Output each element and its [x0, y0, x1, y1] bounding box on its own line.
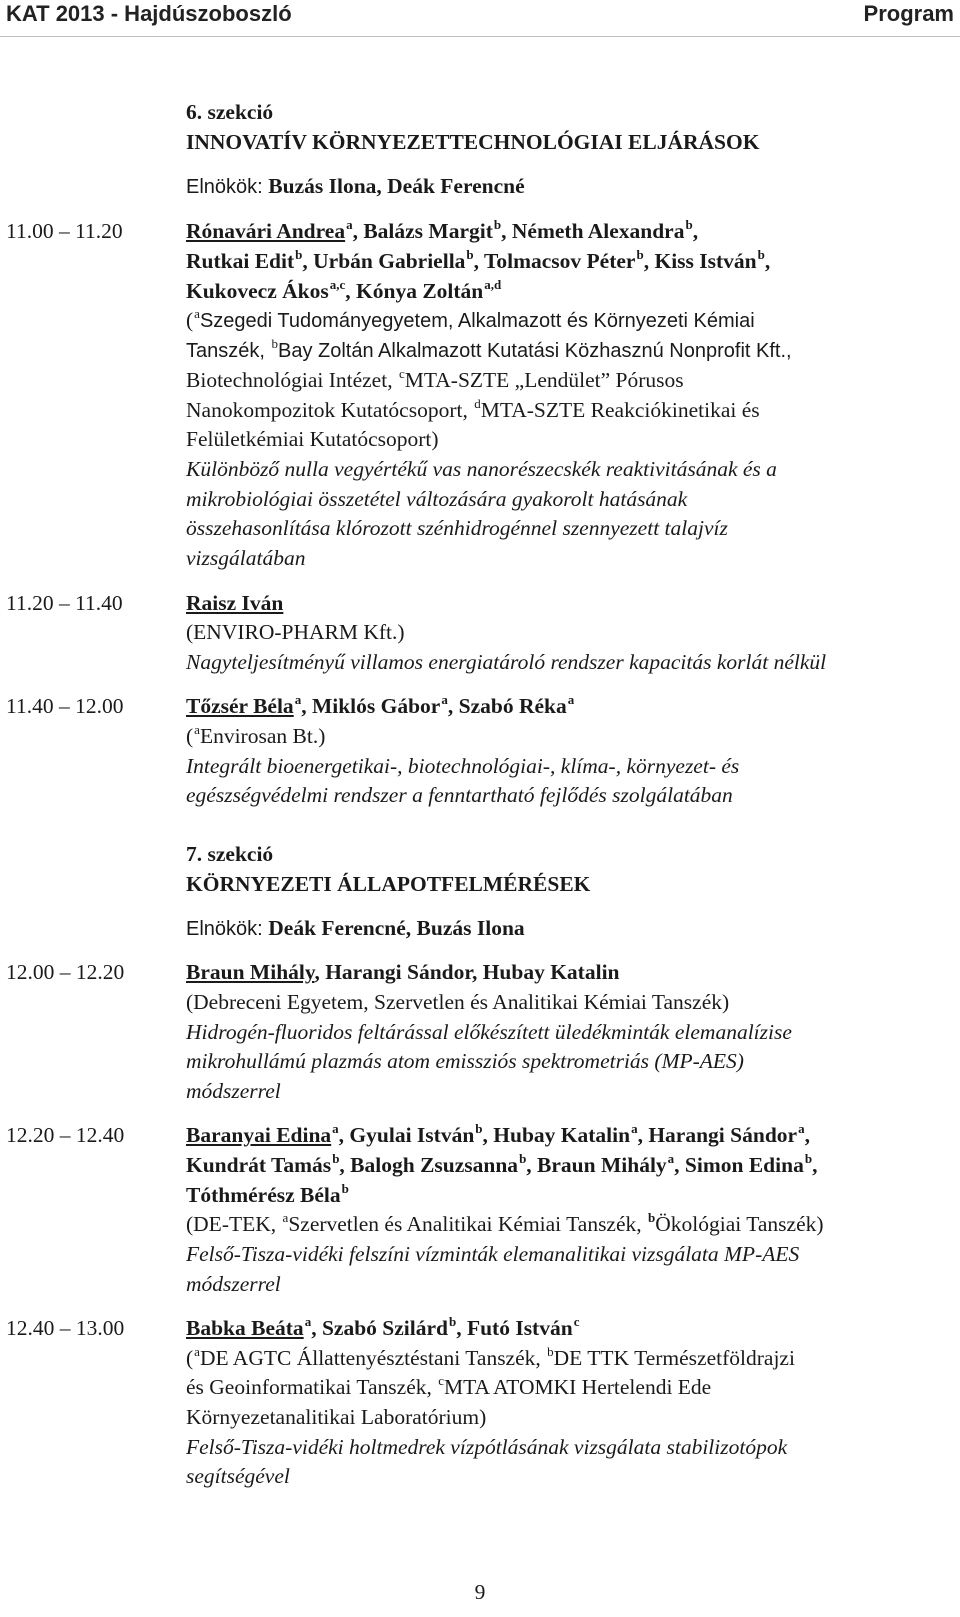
- text-fragment: , Németh Alexandra: [501, 219, 685, 243]
- affiliation-marker: b: [636, 247, 644, 262]
- text-fragment: DE AGTC Állattenyésztéstani Tanszék,: [199, 1346, 547, 1370]
- talk-1-affiliation-4: [186, 396, 760, 427]
- text-fragment: Ökológiai Tanszék): [655, 1212, 824, 1236]
- text-fragment: , Szabó Szilárd: [311, 1316, 448, 1340]
- affiliation-marker: c: [573, 1314, 580, 1329]
- talk-4-title-line-1: Hidrogén-fluoridos feltárással előkészített üledékminták elemanalízise: [186, 1020, 792, 1044]
- talk-1-time: 11.00 – 11.20: [6, 219, 123, 243]
- talk-6-affiliation-1: [186, 1344, 795, 1375]
- talk-3-title-line-2: egészségvédelmi rendszer a fenntartható fejlődés szolgálatában: [186, 783, 733, 807]
- text-fragment: , Hubay Katalin: [482, 1123, 631, 1147]
- talk-3-affiliation: [186, 722, 325, 753]
- talk-5-authors-line-1: [186, 1121, 810, 1152]
- affiliation-marker: b: [295, 247, 303, 262]
- text-fragment: Nanokompozitok Kutatócsoport,: [186, 398, 474, 422]
- talk-5-authors-line-3: [186, 1181, 349, 1212]
- text-fragment: (: [186, 724, 194, 748]
- talk-1-title-line-4: vizsgálatában: [186, 546, 306, 570]
- text-fragment: , Urbán Gabriella: [302, 249, 466, 273]
- affiliation-marker: b: [341, 1181, 349, 1196]
- affiliation-marker: a: [294, 692, 302, 707]
- talk-1-title-line-2: mikrobiológiai összetétel változására gyakorolt hatásának: [186, 487, 688, 511]
- text-fragment: , Harangi Sándor, Hubay Katalin: [314, 960, 620, 984]
- affiliation-marker: c: [398, 366, 405, 381]
- text-fragment: ,: [692, 219, 699, 243]
- text-fragment: Bay Zoltán Alkalmazott Kutatási Közhasznú Nonprofit Kft.,: [277, 340, 792, 362]
- affiliation-marker: b: [648, 1210, 656, 1225]
- affiliation-marker: b: [493, 217, 502, 232]
- talk-2-title: Nagyteljesítményű villamos energiatároló rendszer kapacitás korlát nélkül: [186, 650, 827, 674]
- affiliation-marker: a,d: [484, 277, 502, 292]
- text-fragment: MTA-SZTE „Lendület” Pórusos: [404, 368, 684, 392]
- affiliation-marker: a: [567, 692, 575, 707]
- text-fragment: , Futó István: [456, 1316, 573, 1340]
- affiliation-marker: d: [474, 396, 481, 411]
- section-7-chairs: [186, 914, 525, 943]
- text-fragment: , Simon Edina: [674, 1153, 804, 1177]
- affiliation-marker: a: [282, 1210, 289, 1225]
- text-fragment: Kukovecz Ákos: [186, 279, 329, 303]
- text-fragment: Tőzsér Béla: [186, 694, 294, 718]
- text-fragment: Buzás Ilona, Deák Ferencné: [268, 174, 525, 198]
- section-7-number: 7. szekció: [186, 842, 274, 866]
- text-fragment: , Miklós Gábor: [301, 694, 441, 718]
- affiliation-marker: b: [519, 1151, 527, 1166]
- talk-1-authors-line-1: [186, 217, 698, 248]
- affiliation-marker: a: [441, 692, 448, 707]
- text-fragment: Envirosan Bt.): [199, 724, 326, 748]
- running-header: [0, 0, 960, 30]
- affiliation-marker: c: [438, 1373, 445, 1388]
- talk-6-time: 12.40 – 13.00: [6, 1316, 125, 1340]
- text-fragment: (: [186, 308, 194, 332]
- text-fragment: DE TTK Természetföldrajzi: [553, 1346, 795, 1370]
- talk-1-affiliation-3: [186, 366, 684, 397]
- text-fragment: (: [186, 1346, 194, 1370]
- affiliation-marker: b: [271, 336, 278, 351]
- talk-1-authors-line-2: [186, 247, 770, 278]
- talk-1-affiliation-5: Felületkémiai Kutatócsoport): [186, 427, 439, 451]
- affiliation-marker: b: [448, 1314, 457, 1329]
- affiliation-marker: a: [194, 722, 200, 737]
- text-fragment: Deák Ferencné, Buzás Ilona: [268, 916, 525, 940]
- text-fragment: , Kónya Zoltán: [345, 279, 484, 303]
- text-fragment: ,: [812, 1153, 818, 1177]
- text-fragment: Tóthmérész Béla: [186, 1183, 341, 1207]
- text-fragment: és Geoinformatikai Tanszék,: [186, 1375, 438, 1399]
- talk-4-time: 12.00 – 12.20: [6, 960, 125, 984]
- text-fragment: , Balogh Zsuzsanna: [339, 1153, 519, 1177]
- section-label: Program: [863, 1, 954, 26]
- talk-5-time: 12.20 – 12.40: [6, 1123, 125, 1147]
- talk-2-time: 11.20 – 11.40: [6, 591, 123, 615]
- affiliation-marker: b: [547, 1344, 554, 1359]
- page-number: 9: [474, 1580, 486, 1604]
- text-fragment: MTA-SZTE Reakciókinetikai és: [480, 398, 760, 422]
- text-fragment: MTA ATOMKI Hertelendi Ede: [444, 1375, 712, 1399]
- talk-5-authors-line-2: [186, 1151, 817, 1182]
- talk-5-affiliation: [186, 1210, 824, 1241]
- text-fragment: , Gyulai István: [338, 1123, 475, 1147]
- talk-5-title-line-1: Felső-Tisza-vidéki felszíni vízminták elemanalitikai vizsgálata MP-AES: [186, 1242, 800, 1266]
- talk-4-title-line-2: mikrohullámú plazmás atom emissziós spektrometriás (MP-AES): [186, 1049, 744, 1073]
- text-fragment: Szegedi Tudományegyetem, Alkalmazott és Környezeti Kémiai: [199, 310, 755, 332]
- talk-5-title-line-2: módszerrel: [186, 1272, 281, 1296]
- talk-1-authors-line-3: [186, 277, 501, 308]
- text-fragment: , Braun Mihály: [526, 1153, 667, 1177]
- text-fragment: Rutkai Edit: [186, 249, 295, 273]
- affiliation-marker: a: [194, 306, 200, 321]
- affiliation-marker: a: [667, 1151, 675, 1166]
- affiliation-marker: b: [685, 217, 693, 232]
- text-fragment: , Tolmacsov Péter: [473, 249, 636, 273]
- affiliation-marker: b: [804, 1151, 813, 1166]
- affiliation-marker: a: [798, 1121, 805, 1136]
- conference-title: KAT 2013 - Hajdúszoboszló: [6, 1, 292, 26]
- talk-4-affiliation: (Debreceni Egyetem, Szervetlen és Analitikai Kémiai Tanszék): [186, 990, 730, 1014]
- affiliation-marker: a: [332, 1121, 339, 1136]
- affiliation-marker: b: [475, 1121, 483, 1136]
- text-fragment: Rónavári Andrea: [186, 219, 346, 243]
- talk-1-affiliation-1: [186, 306, 755, 337]
- text-fragment: , Balázs Margit: [352, 219, 493, 243]
- text-fragment: Tanszék,: [186, 340, 271, 362]
- text-fragment: , Kiss István: [643, 249, 757, 273]
- talk-4-authors: [186, 958, 620, 986]
- affiliation-marker: a: [194, 1344, 200, 1359]
- text-fragment: (DE-TEK,: [186, 1212, 282, 1236]
- text-fragment: ,: [804, 1123, 810, 1147]
- text-fragment: Babka Beáta: [186, 1316, 304, 1340]
- talk-1-title-line-3: összehasonlítása klórozott szénhidrogénnel szennyezett talajvíz: [186, 516, 728, 540]
- talk-3-authors: [186, 692, 574, 723]
- section-6-title: INNOVATÍV KÖRNYEZETTECHNOLÓGIAI ELJÁRÁSOK: [186, 130, 760, 154]
- talk-1-affiliation-2: [186, 336, 792, 367]
- affiliation-marker: a: [631, 1121, 638, 1136]
- talk-3-time: 11.40 – 12.00: [6, 694, 124, 718]
- talk-6-title-line-1: Felső-Tisza-vidéki holtmedrek vízpótlásának vizsgálata stabilizotópok: [186, 1435, 788, 1459]
- talk-6-affiliation-3: Környezetanalitikai Laboratórium): [186, 1405, 487, 1429]
- talk-3-title-line-1: Integrált bioenergetikai-, biotechnológiai-, klíma-, környezet- és: [186, 754, 740, 778]
- text-fragment: Elnökök:: [186, 176, 269, 198]
- text-fragment: Elnökök:: [186, 918, 269, 940]
- text-fragment: Szervetlen és Analitikai Kémiai Tanszék,: [288, 1212, 648, 1236]
- text-fragment: Kundrát Tamás: [186, 1153, 332, 1177]
- affiliation-marker: b: [757, 247, 765, 262]
- talk-6-title-line-2: segítségével: [186, 1464, 290, 1488]
- text-fragment: Biotechnológiai Intézet,: [186, 368, 398, 392]
- talk-1-title-line-1: Különböző nulla vegyértékű vas nanorészecskék reaktivitásának és a: [186, 457, 777, 481]
- text-fragment: , Szabó Réka: [447, 694, 567, 718]
- affiliation-marker: b: [466, 247, 474, 262]
- affiliation-marker: a,c: [329, 277, 346, 292]
- text-fragment: ,: [764, 249, 771, 273]
- affiliation-marker: a: [346, 217, 353, 232]
- talk-2-author: [186, 589, 283, 617]
- section-6-chairs: [186, 172, 525, 201]
- text-fragment: Baranyai Edina: [186, 1123, 332, 1147]
- header-divider: [0, 36, 960, 37]
- affiliation-marker: a: [304, 1314, 312, 1329]
- affiliation-marker: b: [332, 1151, 340, 1166]
- talk-4-title-line-3: módszerrel: [186, 1079, 281, 1103]
- section-6-number: 6. szekció: [186, 100, 274, 124]
- text-fragment: Raisz Iván: [186, 591, 284, 615]
- text-fragment: , Harangi Sándor: [637, 1123, 798, 1147]
- talk-2-affiliation: (ENVIRO-PHARM Kft.): [186, 620, 405, 644]
- talk-6-affiliation-2: [186, 1373, 711, 1404]
- section-7-title: KÖRNYEZETI ÁLLAPOTFELMÉRÉSEK: [186, 872, 591, 896]
- talk-6-authors: [186, 1314, 579, 1345]
- text-fragment: Braun Mihály: [186, 960, 315, 984]
